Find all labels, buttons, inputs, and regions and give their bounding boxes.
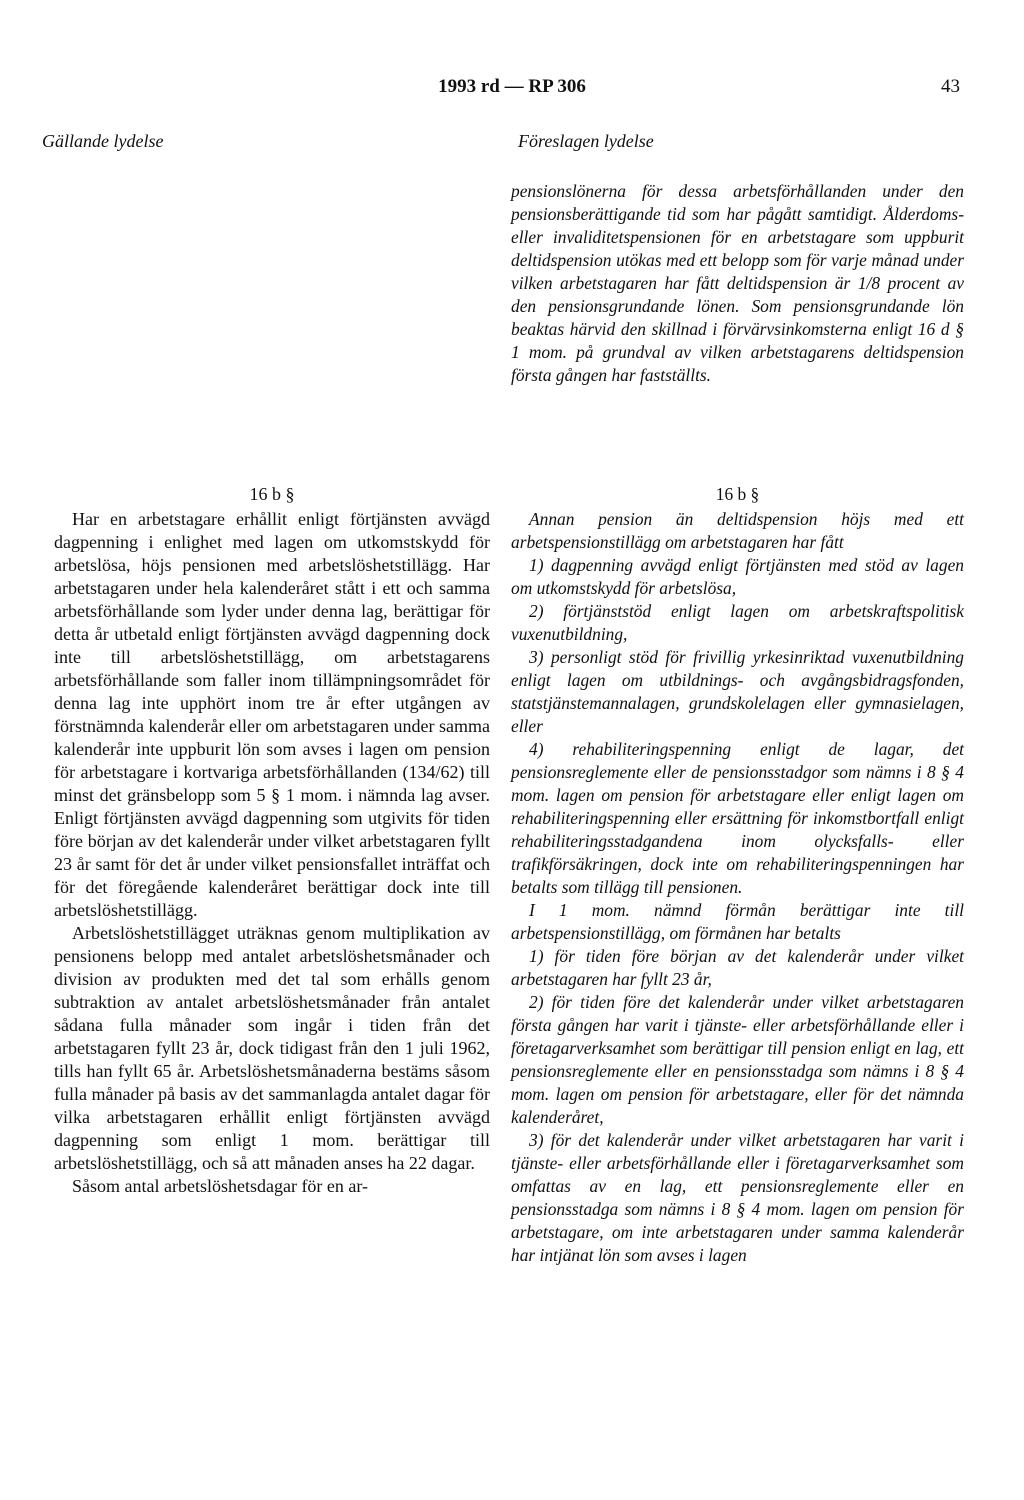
continuation-paragraph: pensionslönerna för dessa arbetsförhållanden under den pensionsberättigande tid som har pågått samtidigt. Ålderdoms- eller invaliditetspensionen för en arbetstagare som uppburit deltidspension utökas med ett belopp som för varje månad under vilken arbetstagaren har fått deltidspension är 1/8 procent av den pensionsgrundande lönen. Som pensionsgrundande lön beaktas härvid den skillnad i förvärvsinkomsterna enligt 16 d § 1 mom. på grundval av vilken arbetstagarens deltidspension första gången har fastställts. <box>511 181 964 385</box>
paragraph: 2) för tiden före det kalenderår under vilket arbetstagaren första gången har varit i tjänste- eller arbetsförhållande eller i företagarverksamhet som berättigar till pension enligt en lag, ett pensionsreglemente eller en pensionsstadga som nämns i 8 § 4 mom. lagen om pension för arbetstagare, eller för det nämnda kalenderåret, <box>511 992 964 1127</box>
page-number: 43 <box>941 76 960 97</box>
paragraph: Arbetslöshetstillägget uträknas genom multiplikation av pensionens belopp med antalet arbetslöshetsmånader och division av produkten med det tal som erhålls genom subtraktion av antalet arbetslöshetsmånader från antalet sådana fulla månader som ingår i tiden från det arbetstagaren fyllt 23 år, dock tidigast från den 1 juli 1962, tills han fyllt 65 år. Arbetslöshetsmånaderna bestäms såsom fulla månader på basis av det sammanlagda antalet dagar för vilka arbetstagaren erhållit enligt förtjänsten avvägd dagpenning som enligt 1 mom. berättigar till arbetslöshetstillägg, och så att månaden anses ha 22 dagar. <box>54 923 490 1173</box>
left-column-heading: Gällande lydelse <box>42 131 164 151</box>
page-header <box>0 76 1024 100</box>
paragraph: 4) rehabiliteringspenning enligt de lagar, det pensionsreglemente eller de pensionsstadgor som nämns i 8 § 4 mom. lagen om pension för arbetstagare eller enligt lagen om rehabiliteringspenning eller ersättning för inkomstbortfall enligt rehabiliteringsstadgandena inom olycksfalls- eller trafikförsäkringen, dock inte om rehabiliteringspenningen har betalts som tillägg till pensionen. <box>511 739 964 897</box>
paragraph: Annan pension än deltidspension höjs med ett arbetspensionstillägg om arbetstagaren har fått <box>511 509 964 552</box>
section-heading: 16 b § <box>249 484 295 504</box>
paragraph: 1) dagpenning avvägd enligt förtjänsten med stöd av lagen om utkomstskydd för arbetslösa, <box>511 555 964 598</box>
paragraph: 1) för tiden före början av det kalenderår under vilket arbetstagaren har fyllt 23 år, <box>511 946 964 989</box>
document-reference: 1993 rd — RP 306 <box>438 76 586 97</box>
right-column-continuation <box>511 180 964 387</box>
paragraph: 3) personligt stöd för frivillig yrkesinriktad vuxenutbildning enligt lagen om utbildnings- och avgångsbidragsfonden, statstjänstemannalagen, grundskolelagen eller gymnasielagen, eller <box>511 647 964 736</box>
paragraph: I 1 mom. nämnd förmån berättigar inte till arbetspensionstillägg, om förmånen har betalts <box>511 900 964 943</box>
left-section-16b <box>54 483 490 1198</box>
right-section-16b <box>511 483 964 1267</box>
paragraph: Såsom antal arbetslöshetsdagar för en ar- <box>72 1176 369 1196</box>
right-column-heading: Föreslagen lydelse <box>518 131 654 151</box>
paragraph: 3) för det kalenderår under vilket arbetstagaren har varit i tjänste- eller arbetsförhållande eller i företagarverksamhet som omfattas av en lag, ett pensionsreglemente eller en pensionsstadga som nämns i 8 § 4 mom. lagen om pension för arbetstagare, om inte arbetstagaren under samma kalenderår har intjänat lön som avses i lagen <box>511 1130 964 1265</box>
paragraph: Har en arbetstagare erhållit enligt förtjänsten avvägd dagpenning i enlighet med lagen om utkomstskydd för arbetslösa, höjs pensionen med arbetslöshetstillägg. Har arbetstagaren under hela kalenderåret stått i ett och samma arbetsförhållande som lyder under denna lag, berättigar för detta år utbetald enligt förtjänsten avvägd dagpenning dock inte till arbetslöshetstillägg, om arbetstagarens arbetsförhållande som faller inom tillämpningsområdet för denna lag inte upphört inom tre år efter utgången av förstnämnda kalenderår eller om arbetstagaren under samma kalenderår inte uppburit lön som avses i lagen om pension för arbetstagare i kortvariga arbetsförhållanden (134/62) till minst det gränsbelopp som 5 § 1 mom. i nämnda lag avser. Enligt förtjänsten avvägd dagpenning som utgivits för tiden före början av det kalenderår under vilket arbetstagaren fyllt 23 år samt för det år under vilket pensionsfallet inträffat och för det föregående kalenderåret berättigar dock inte till arbetslöshetstillägg. <box>54 509 490 920</box>
section-heading: 16 b § <box>715 484 760 504</box>
paragraph: 2) förtjänststöd enligt lagen om arbetskraftspolitisk vuxenutbildning, <box>511 601 964 644</box>
